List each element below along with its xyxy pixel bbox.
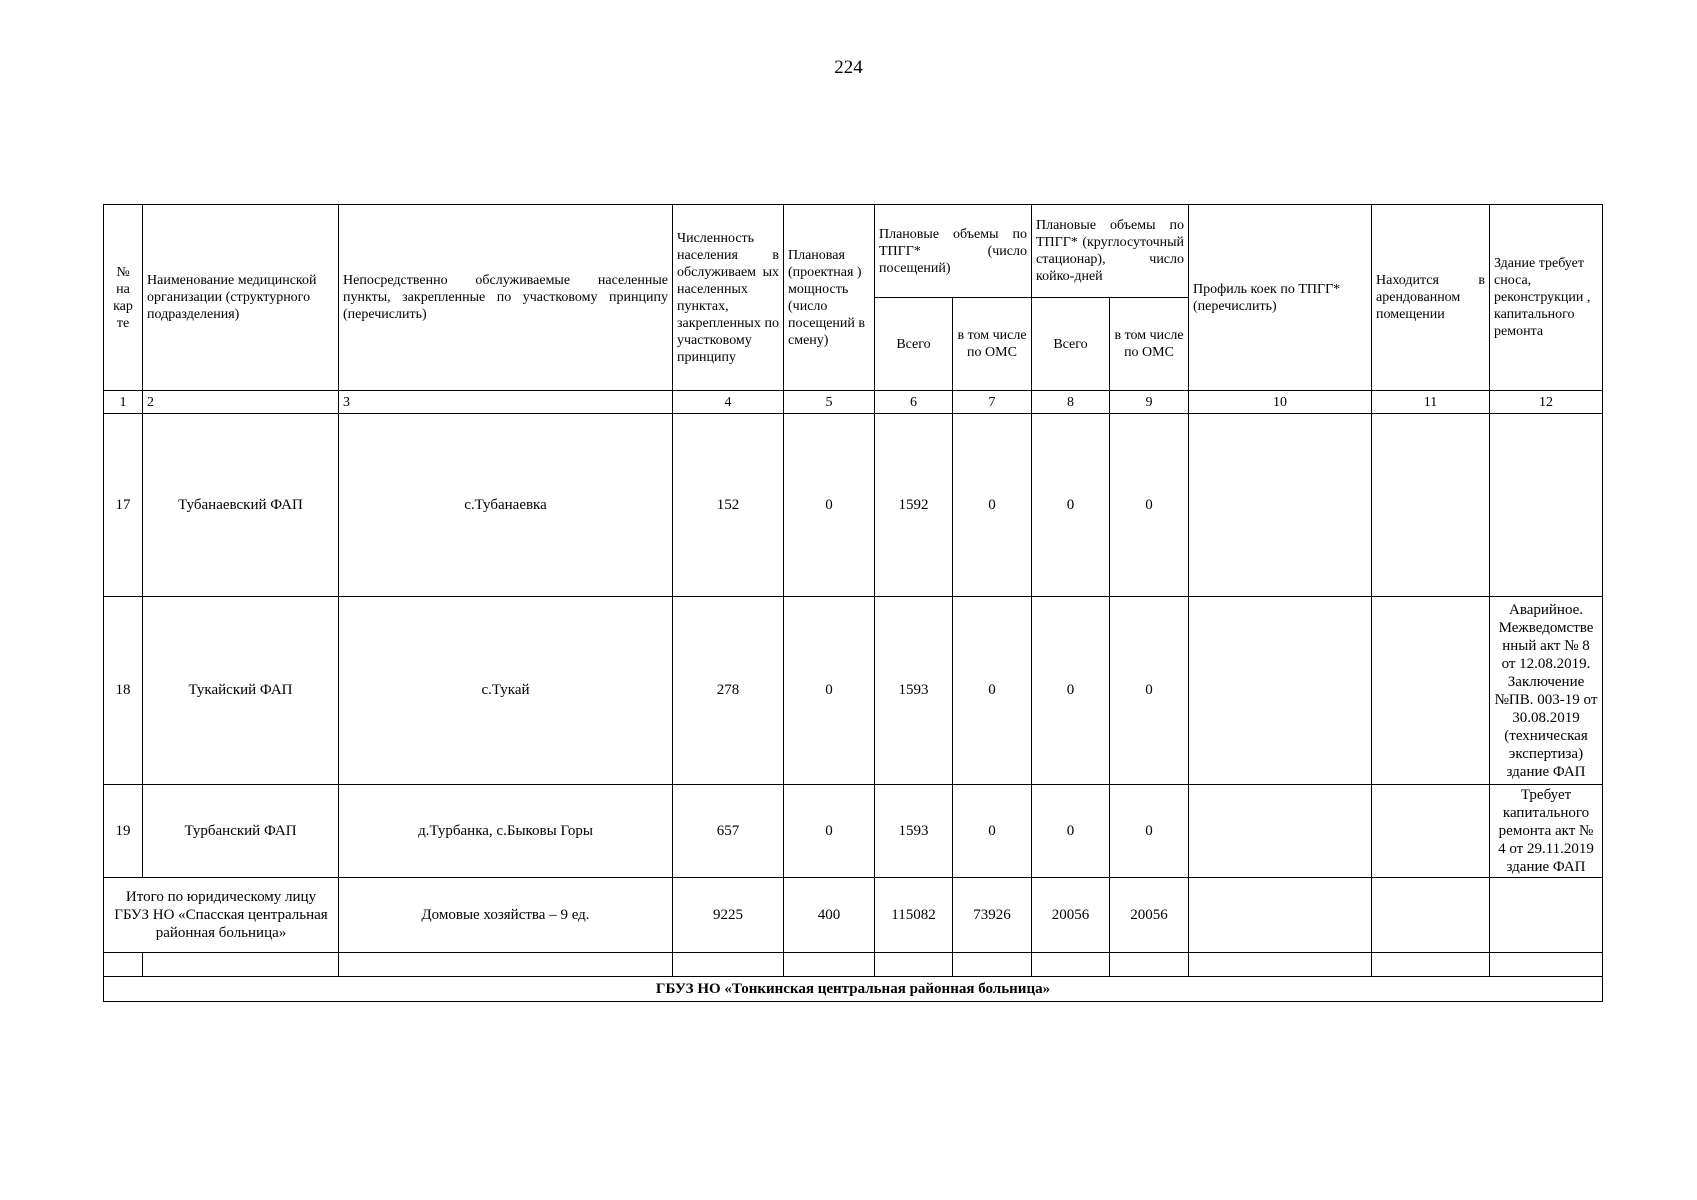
- row-capacity: 0: [784, 414, 875, 597]
- total-bed-profile: [1189, 878, 1372, 953]
- row-visits-total: 1592: [875, 414, 953, 597]
- total-beds-oms: 20056: [1110, 878, 1189, 953]
- table-row: [104, 785, 1603, 878]
- header-visits-total: Всего: [875, 298, 953, 391]
- blank-cell: [1372, 953, 1490, 977]
- header-col-population: Численность населения в обслуживаем ых населенных пунктах, закрепленных по участковому принципу: [673, 205, 784, 391]
- total-settlements: Домовые хозяйства – 9 ед.: [339, 878, 673, 953]
- column-number: 6: [875, 391, 953, 414]
- row-number: 18: [104, 597, 143, 785]
- row-number: 17: [104, 414, 143, 597]
- total-visits-oms: 73926: [953, 878, 1032, 953]
- header-beds-total: Всего: [1032, 298, 1110, 391]
- blank-cell: [1490, 953, 1603, 977]
- row-beds-oms: 0: [1110, 414, 1189, 597]
- row-beds-total: 0: [1032, 414, 1110, 597]
- row-bed-profile: [1189, 785, 1372, 878]
- column-number: 2: [143, 391, 339, 414]
- row-visits-oms: 0: [953, 414, 1032, 597]
- total-label: Итого по юридическому лицу ГБУЗ НО «Спасская центральная районная больница»: [104, 878, 339, 953]
- row-beds-total: 0: [1032, 597, 1110, 785]
- column-number: 8: [1032, 391, 1110, 414]
- row-facility-name: Тубанаевский ФАП: [143, 414, 339, 597]
- blank-cell: [339, 953, 673, 977]
- row-population: 152: [673, 414, 784, 597]
- column-number: 12: [1490, 391, 1603, 414]
- blank-cell: [784, 953, 875, 977]
- row-beds-total: 0: [1032, 785, 1110, 878]
- total-population: 9225: [673, 878, 784, 953]
- row-settlements: д.Турбанка, с.Быковы Горы: [339, 785, 673, 878]
- table-row: [104, 414, 1603, 597]
- medical-facilities-table: [103, 204, 1603, 1002]
- header-col-name: Наименование медицинской организации (структурного подразделения): [143, 205, 339, 391]
- blank-row: [104, 953, 1603, 977]
- row-rented: [1372, 414, 1490, 597]
- row-population: 278: [673, 597, 784, 785]
- row-capacity: 0: [784, 597, 875, 785]
- row-beds-oms: 0: [1110, 597, 1189, 785]
- column-number: 9: [1110, 391, 1189, 414]
- blank-cell: [1189, 953, 1372, 977]
- column-number: 11: [1372, 391, 1490, 414]
- column-numbers-row: [104, 391, 1603, 414]
- page-number: 224: [834, 57, 863, 78]
- row-capacity: 0: [784, 785, 875, 878]
- header-col-bed-profile: Профиль коек по ТПГГ* (перечислить): [1189, 205, 1372, 391]
- column-number: 5: [784, 391, 875, 414]
- row-building-state: Требует капитального ремонта акт № 4 от 29.11.2019 здание ФАП: [1490, 785, 1603, 878]
- total-rented: [1372, 878, 1490, 953]
- total-visits-total: 115082: [875, 878, 953, 953]
- total-capacity: 400: [784, 878, 875, 953]
- row-facility-name: Тукайский ФАП: [143, 597, 339, 785]
- header-visits-group: Плановые объемы по ТПГГ* (число посещений): [875, 205, 1032, 298]
- row-rented: [1372, 597, 1490, 785]
- column-number: 7: [953, 391, 1032, 414]
- table-row: [104, 597, 1603, 785]
- total-building-state: [1490, 878, 1603, 953]
- row-facility-name: Турбанский ФАП: [143, 785, 339, 878]
- total-beds-total: 20056: [1032, 878, 1110, 953]
- row-bed-profile: [1189, 414, 1372, 597]
- header-col-rented: Находится в арендованном помещении: [1372, 205, 1490, 391]
- header-row-top: [104, 205, 1603, 298]
- row-visits-total: 1593: [875, 785, 953, 878]
- blank-cell: [104, 953, 143, 977]
- blank-cell: [673, 953, 784, 977]
- column-number: 4: [673, 391, 784, 414]
- row-visits-oms: 0: [953, 785, 1032, 878]
- blank-cell: [953, 953, 1032, 977]
- total-row: [104, 878, 1603, 953]
- column-number: 3: [339, 391, 673, 414]
- row-visits-total: 1593: [875, 597, 953, 785]
- blank-cell: [875, 953, 953, 977]
- row-population: 657: [673, 785, 784, 878]
- row-beds-oms: 0: [1110, 785, 1189, 878]
- blank-cell: [1110, 953, 1189, 977]
- row-settlements: с.Тубанаевка: [339, 414, 673, 597]
- column-number: 1: [104, 391, 143, 414]
- section-row: [104, 977, 1603, 1002]
- header-col-number: № на кар те: [104, 205, 143, 391]
- header-col-settlements: Непосредственно обслуживаемые населенные пункты, закрепленные по участковому принципу (перечислить): [339, 205, 673, 391]
- row-number: 19: [104, 785, 143, 878]
- blank-cell: [143, 953, 339, 977]
- row-rented: [1372, 785, 1490, 878]
- header-visits-oms: в том числе по ОМС: [953, 298, 1032, 391]
- header-beds-oms: в том числе по ОМС: [1110, 298, 1189, 391]
- row-building-state: [1490, 414, 1603, 597]
- column-number: 10: [1189, 391, 1372, 414]
- blank-cell: [1032, 953, 1110, 977]
- header-col-building-state: Здание требует сноса, реконструкции , капитального ремонта: [1490, 205, 1603, 391]
- row-building-state: Аварийное. Межведомстве нный акт № 8 от 12.08.2019. Заключение №ПВ. 003-19 от 30.08.2019 (техническая экспертиза) здание ФАП: [1490, 597, 1603, 785]
- row-visits-oms: 0: [953, 597, 1032, 785]
- row-settlements: с.Тукай: [339, 597, 673, 785]
- section-title: ГБУЗ НО «Тонкинская центральная районная больница»: [104, 977, 1603, 1002]
- header-col-capacity: Плановая (проектная ) мощность (число посещений в смену): [784, 205, 875, 391]
- row-bed-profile: [1189, 597, 1372, 785]
- header-beds-group: Плановые объемы по ТПГГ* (круглосуточный стационар), число койко-дней: [1032, 205, 1189, 298]
